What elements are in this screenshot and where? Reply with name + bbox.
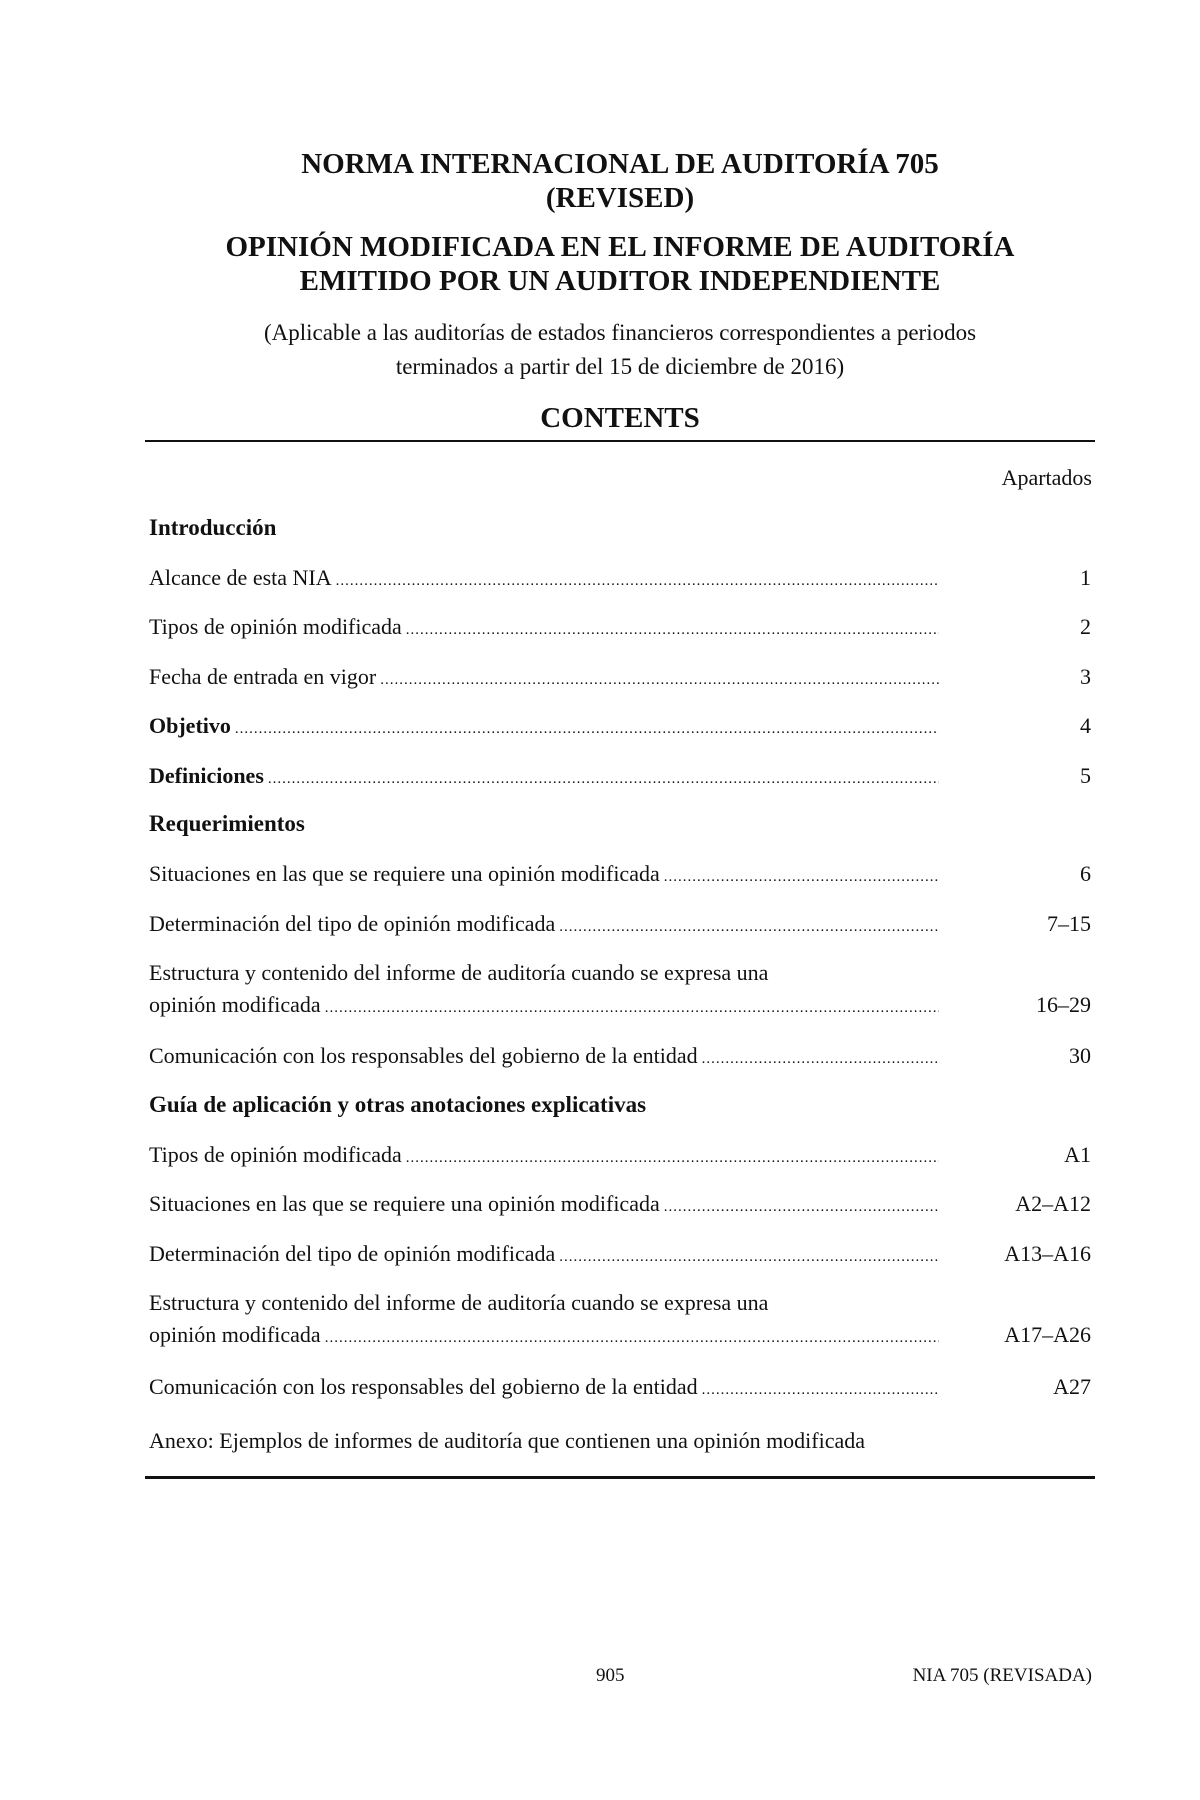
page-number: 905 [596, 1665, 625, 1686]
dot-leader [402, 614, 939, 646]
toc-entry-label: Comunicación con los responsables del gobierno de la entidad [149, 1043, 698, 1068]
toc-entry-ref: 5 [1080, 763, 1091, 788]
toc-entry-ref: A2–A12 [1015, 1191, 1091, 1216]
standard-title: NORMA INTERNACIONAL DE AUDITORÍA 705 [301, 148, 939, 180]
contents-heading: CONTENTS [540, 402, 700, 434]
running-footer-code: NIA 705 (REVISADA) [912, 1665, 1092, 1686]
toc-entry-label: opinión modificada [149, 992, 321, 1017]
dot-leader [402, 1142, 939, 1174]
standard-subject-line2: EMITIDO POR UN AUDITOR INDEPENDIENTE [299, 265, 941, 297]
dot-leader [698, 1043, 939, 1075]
toc-entry[interactable] [149, 1188, 1091, 1223]
column-header-apartados: Apartados [1001, 465, 1092, 490]
toc-entry-label: Comunicación con los responsables del gobierno de la entidad [149, 1374, 698, 1399]
toc-entry-label: Situaciones en las que se requiere una opinión modificada [149, 861, 660, 886]
toc-entry-label: Situaciones en las que se requiere una opinión modificada [149, 1191, 660, 1216]
toc-entry-objetivo[interactable] [149, 710, 1091, 745]
toc-entry-ref: A13–A16 [1004, 1241, 1091, 1266]
dot-leader [698, 1374, 939, 1406]
toc-entry[interactable] [149, 1287, 1091, 1354]
toc-entry[interactable] [149, 1238, 1091, 1273]
standard-title-revised: (REVISED) [545, 182, 695, 214]
toc-entry[interactable] [149, 1139, 1091, 1174]
contents-top-rule [145, 440, 1095, 442]
toc-entry[interactable] [149, 661, 1091, 696]
dot-leader [376, 664, 939, 696]
toc-entry-ref: 16–29 [1036, 992, 1091, 1017]
applicability-line2: terminados a partir del 15 de diciembre de 2016) [395, 354, 845, 379]
toc-entry-label: Tipos de opinión modificada [149, 614, 402, 639]
dot-leader [555, 911, 939, 943]
dot-leader [321, 992, 939, 1024]
toc-entry-label-line1: Estructura y contenido del informe de auditoría cuando se expresa una [149, 960, 769, 985]
toc-entry-label: Objetivo [149, 713, 231, 738]
applicability-line1: (Aplicable a las auditorías de estados financieros correspondientes a periodos [263, 320, 977, 345]
toc-entry-ref: A1 [1064, 1142, 1091, 1167]
dot-leader [231, 713, 939, 745]
toc-entry[interactable] [149, 1371, 1091, 1406]
toc-entry-ref: 6 [1080, 861, 1091, 886]
toc-entry-ref: 2 [1080, 614, 1091, 639]
standard-subject-line1: OPINIÓN MODIFICADA EN EL INFORME DE AUDITORÍA [225, 231, 1015, 263]
toc-entry[interactable] [149, 858, 1091, 893]
section-heading-introduccion: Introducción [149, 515, 277, 540]
toc-entry-label: Fecha de entrada en vigor [149, 664, 377, 689]
toc-entry[interactable] [149, 908, 1091, 943]
toc-entry-label: opinión modificada [149, 1322, 321, 1347]
contents-bottom-rule [145, 1476, 1095, 1479]
dot-leader [321, 1322, 939, 1354]
section-heading-guia-de-aplicacion: Guía de aplicación y otras anotaciones explicativas [149, 1092, 647, 1117]
toc-entry-ref: 30 [1069, 1043, 1091, 1068]
dot-leader [660, 861, 939, 893]
section-heading-requerimientos: Requerimientos [149, 811, 305, 836]
toc-entry-ref: 3 [1080, 664, 1091, 689]
dot-leader [264, 763, 939, 795]
toc-entry-label: Alcance de esta NIA [149, 565, 332, 590]
toc-entry-definiciones[interactable] [149, 760, 1091, 795]
toc-entry-label: Definiciones [149, 763, 264, 788]
toc-entry-ref: A17–A26 [1004, 1322, 1091, 1347]
toc-entry-ref: 1 [1080, 565, 1091, 590]
dot-leader [332, 565, 939, 597]
dot-leader [660, 1191, 939, 1223]
toc-entry-label: Tipos de opinión modificada [149, 1142, 402, 1167]
toc-entry-label: Determinación del tipo de opinión modificada [149, 1241, 556, 1266]
toc-entry-annex[interactable]: Anexo: Ejemplos de informes de auditoría que contienen una opinión modificada [149, 1428, 866, 1453]
toc-entry-label: Determinación del tipo de opinión modificada [149, 911, 556, 936]
toc-entry-label-line1: Estructura y contenido del informe de auditoría cuando se expresa una [149, 1290, 769, 1315]
toc-entry[interactable] [149, 957, 1091, 1024]
dot-leader [555, 1241, 939, 1273]
toc-entry[interactable] [149, 1040, 1091, 1075]
toc-entry-ref: 4 [1080, 713, 1091, 738]
toc-entry-ref: 7–15 [1047, 911, 1091, 936]
toc-entry[interactable] [149, 611, 1091, 646]
toc-entry-ref: A27 [1053, 1374, 1091, 1399]
toc-entry[interactable] [149, 562, 1091, 597]
